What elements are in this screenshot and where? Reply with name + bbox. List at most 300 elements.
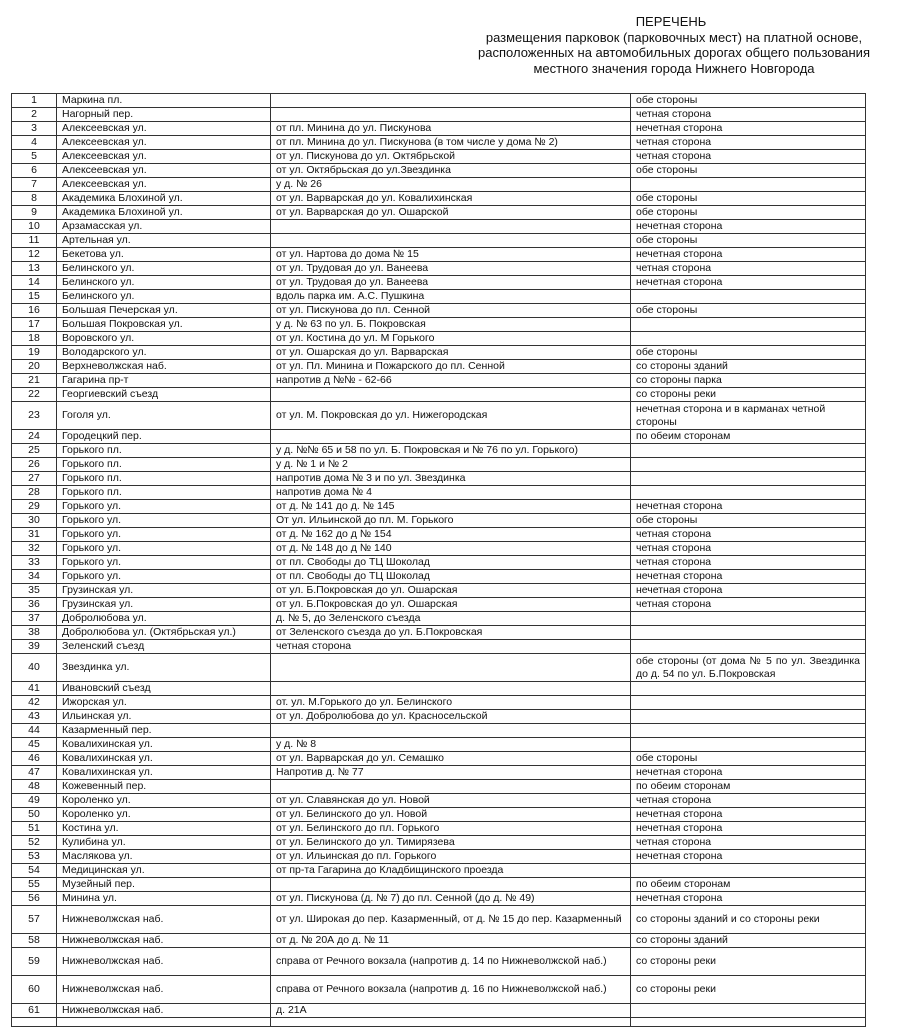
location-range-cell: от ул. Б.Покровская до ул. Ошарская [271, 584, 631, 598]
table-row [12, 780, 866, 794]
street-name-cell: Алексеевская ул. [57, 164, 271, 178]
row-number-cell: 12 [12, 248, 57, 262]
table-row [12, 388, 866, 402]
row-number-cell: 25 [12, 444, 57, 458]
table-row [12, 122, 866, 136]
location-range-cell: от ул. Белинского до пл. Горького [271, 822, 631, 836]
row-number-cell: 32 [12, 542, 57, 556]
row-number-cell: 33 [12, 556, 57, 570]
parking-side-cell: нечетная сторона [631, 122, 866, 136]
table-row [12, 696, 866, 710]
location-range-cell: от ул. Костина до ул. М Горького [271, 332, 631, 346]
document-subtitle-line-2: расположенных на автомобильных дорогах общего пользования [478, 45, 870, 60]
parking-side-cell: обе стороны [631, 206, 866, 220]
street-name-cell: Ковалихинская ул. [57, 738, 271, 752]
location-range-cell [271, 682, 631, 696]
street-name-cell: Ильинская ул. [57, 710, 271, 724]
table-row [12, 486, 866, 500]
parking-side-cell: нечетная сторона [631, 276, 866, 290]
location-range-cell: у д. № 1 и № 2 [271, 458, 631, 472]
parking-side-cell [631, 472, 866, 486]
street-name-cell: Горького пл. [57, 444, 271, 458]
row-number-cell: 7 [12, 178, 57, 192]
parking-side-cell [631, 612, 866, 626]
row-number-cell: 24 [12, 430, 57, 444]
row-number-cell: 29 [12, 500, 57, 514]
parking-list-body [12, 94, 866, 1027]
street-name-cell: Белинского ул. [57, 262, 271, 276]
location-range-cell: от ул. Варварская до ул. Ошарской [271, 206, 631, 220]
street-name-cell: Минина ул. [57, 892, 271, 906]
street-name-cell: Зеленский съезд [57, 640, 271, 654]
street-name-cell: Горького ул. [57, 500, 271, 514]
table-row [12, 150, 866, 164]
parking-side-cell: обе стороны [631, 514, 866, 528]
row-number-cell: 56 [12, 892, 57, 906]
street-name-cell: Горького ул. [57, 528, 271, 542]
street-name-cell: Грузинская ул. [57, 598, 271, 612]
location-range-cell: четная сторона [271, 640, 631, 654]
row-number-cell: 17 [12, 318, 57, 332]
row-number-cell: 19 [12, 346, 57, 360]
table-row [12, 164, 866, 178]
location-range-cell: от пл. Минина до ул. Пискунова [271, 122, 631, 136]
table-row [12, 598, 866, 612]
location-range-cell [271, 430, 631, 444]
street-name-cell: Белинского ул. [57, 276, 271, 290]
location-range-cell: от ул. Добролюбова до ул. Красносельской [271, 710, 631, 724]
location-range-cell: у д. №№ 65 и 58 по ул. Б. Покровская и № 76 по ул. Горького) [271, 444, 631, 458]
table-row [12, 458, 866, 472]
parking-side-cell: со стороны реки [631, 948, 866, 976]
street-name-cell: Костина ул. [57, 822, 271, 836]
table-row [12, 892, 866, 906]
street-name-cell: Добролюбова ул. [57, 612, 271, 626]
row-number-cell: 5 [12, 150, 57, 164]
location-range-cell: от д. № 20А до д. № 11 [271, 934, 631, 948]
row-number-cell: 57 [12, 906, 57, 934]
location-range-cell [271, 388, 631, 402]
table-row [12, 220, 866, 234]
street-name-cell: Кулибина ул. [57, 836, 271, 850]
row-number-cell: 3 [12, 122, 57, 136]
location-range-cell: д. 21А [271, 1004, 631, 1018]
parking-side-cell [631, 486, 866, 500]
street-name-cell: Горького ул. [57, 556, 271, 570]
location-range-cell: от д. № 162 до д № 154 [271, 528, 631, 542]
row-number-cell: 43 [12, 710, 57, 724]
table-row [12, 402, 866, 430]
table-row [12, 542, 866, 556]
table-row [12, 556, 866, 570]
table-row [12, 500, 866, 514]
parking-side-cell: нечетная сторона [631, 766, 866, 780]
street-name-cell: Музейный пер. [57, 878, 271, 892]
location-range-cell: Напротив д. № 77 [271, 766, 631, 780]
location-range-cell: от д. № 141 до д. № 145 [271, 500, 631, 514]
street-name-cell: Кожевенный пер. [57, 780, 271, 794]
table-row [12, 836, 866, 850]
parking-side-cell: нечетная сторона [631, 248, 866, 262]
street-name-cell: Нижневолжская наб. [57, 934, 271, 948]
street-name-cell: Артельная ул. [57, 234, 271, 248]
parking-side-cell: нечетная сторона [631, 570, 866, 584]
row-number-cell: 47 [12, 766, 57, 780]
street-name-cell: Грузинская ул. [57, 584, 271, 598]
parking-side-cell [631, 458, 866, 472]
table-row [12, 528, 866, 542]
row-number-cell: 10 [12, 220, 57, 234]
row-number-cell: 2 [12, 108, 57, 122]
row-number-cell: 53 [12, 850, 57, 864]
street-name-cell: Георгиевский съезд [57, 388, 271, 402]
parking-side-cell: нечетная сторона [631, 850, 866, 864]
street-name-cell: Горького ул. [57, 514, 271, 528]
row-number-cell: 16 [12, 304, 57, 318]
street-name-cell: Воровского ул. [57, 332, 271, 346]
table-row [12, 850, 866, 864]
location-range-cell: от ул. Варварская до ул. Семашко [271, 752, 631, 766]
table-row [12, 304, 866, 318]
parking-side-cell: обе стороны [631, 234, 866, 248]
parking-side-cell: четная сторона [631, 542, 866, 556]
location-range-cell: от пл. Свободы до ТЦ Шоколад [271, 570, 631, 584]
row-number-cell: 26 [12, 458, 57, 472]
row-number-cell: 27 [12, 472, 57, 486]
parking-side-cell: со стороны зданий [631, 934, 866, 948]
table-row [12, 94, 866, 108]
street-name-cell: Горького пл. [57, 472, 271, 486]
location-range-cell [271, 108, 631, 122]
row-number-cell: 28 [12, 486, 57, 500]
table-row [12, 444, 866, 458]
parking-side-cell: нечетная сторона [631, 584, 866, 598]
location-range-cell: напротив д №№ - 62-66 [271, 374, 631, 388]
location-range-cell: от пр-та Гагарина до Кладбищинского проезда [271, 864, 631, 878]
row-number-cell: 59 [12, 948, 57, 976]
street-name-cell: Верхневолжская наб. [57, 360, 271, 374]
street-name-cell: Нижневолжская наб. [57, 976, 271, 1004]
parking-side-cell [631, 864, 866, 878]
street-name-cell: Гагарина пр-т [57, 374, 271, 388]
row-number-cell: 39 [12, 640, 57, 654]
table-row [12, 570, 866, 584]
table-row [12, 290, 866, 304]
location-range-cell: от ул. Трудовая до ул. Ванеева [271, 262, 631, 276]
row-number-cell: 6 [12, 164, 57, 178]
location-range-cell: от пл. Минина до ул. Пискунова (в том числе у дома № 2) [271, 136, 631, 150]
street-name-cell: Бекетова ул. [57, 248, 271, 262]
row-number-cell: 20 [12, 360, 57, 374]
street-name-cell: Большая Покровская ул. [57, 318, 271, 332]
row-number-cell: 54 [12, 864, 57, 878]
parking-side-cell: четная сторона [631, 136, 866, 150]
parking-side-cell: нечетная сторона и в карманах четной стороны [631, 402, 866, 430]
parking-side-cell: четная сторона [631, 556, 866, 570]
parking-list-table [11, 93, 866, 1027]
location-range-cell: От ул. Ильинской до пл. М. Горького [271, 514, 631, 528]
table-row [12, 430, 866, 444]
document-title: ПЕРЕЧЕНЬ [635, 14, 707, 29]
row-number-cell: 49 [12, 794, 57, 808]
table-row [12, 1004, 866, 1018]
table-row [12, 374, 866, 388]
location-range-cell: от ул. Трудовая до ул. Ванеева [271, 276, 631, 290]
row-number-cell: 8 [12, 192, 57, 206]
parking-side-cell: обе стороны [631, 304, 866, 318]
street-name-cell: Большая Печерская ул. [57, 304, 271, 318]
row-number-cell: 44 [12, 724, 57, 738]
location-range-cell: от ул. Пискунова (д. № 7) до пл. Сенной (до д. № 49) [271, 892, 631, 906]
street-name-cell: Короленко ул. [57, 808, 271, 822]
parking-side-cell: нечетная сторона [631, 892, 866, 906]
street-name-cell: Короленко ул. [57, 794, 271, 808]
row-number-cell: 15 [12, 290, 57, 304]
row-number-cell: 35 [12, 584, 57, 598]
parking-side-cell [631, 290, 866, 304]
parking-side-cell: обе стороны [631, 192, 866, 206]
location-range-cell [271, 878, 631, 892]
table-row [12, 612, 866, 626]
parking-side-cell: по обеим сторонам [631, 780, 866, 794]
table-row [12, 206, 866, 220]
row-number-cell: 4 [12, 136, 57, 150]
row-number-cell: 42 [12, 696, 57, 710]
row-number-cell: 48 [12, 780, 57, 794]
parking-side-cell: четная сторона [631, 528, 866, 542]
street-name-cell: Горького ул. [57, 542, 271, 556]
location-range-cell: от ул. Славянская до ул. Новой [271, 794, 631, 808]
location-range-cell: от. ул. М.Горького до ул. Белинского [271, 696, 631, 710]
street-name-cell: Алексеевская ул. [57, 178, 271, 192]
table-row [12, 136, 866, 150]
parking-side-cell [631, 710, 866, 724]
document-header [440, 14, 908, 76]
location-range-cell: от пл. Свободы до ТЦ Шоколад [271, 556, 631, 570]
row-number-cell: 9 [12, 206, 57, 220]
row-number-cell: 22 [12, 388, 57, 402]
table-row [12, 948, 866, 976]
table-row [12, 262, 866, 276]
table-row [12, 276, 866, 290]
parking-side-cell: нечетная сторона [631, 808, 866, 822]
cutoff-cell [12, 1018, 57, 1027]
street-name-cell: Горького пл. [57, 486, 271, 500]
location-range-cell: справа от Речного вокзала (напротив д. 16 по Нижневолжской наб.) [271, 976, 631, 1004]
location-range-cell: от ул. Широкая до пер. Казарменный, от д. № 15 до пер. Казарменный [271, 906, 631, 934]
location-range-cell: от ул. М. Покровская до ул. Нижегородская [271, 402, 631, 430]
parking-side-cell: обе стороны [631, 94, 866, 108]
table-row [12, 794, 866, 808]
location-range-cell: от д. № 148 до д № 140 [271, 542, 631, 556]
parking-side-cell [631, 640, 866, 654]
table-row [12, 584, 866, 598]
row-number-cell: 21 [12, 374, 57, 388]
cutoff-cell [57, 1018, 271, 1027]
location-range-cell: напротив дома № 4 [271, 486, 631, 500]
parking-side-cell: обе стороны [631, 752, 866, 766]
street-name-cell: Нижневолжская наб. [57, 948, 271, 976]
parking-side-cell: четная сторона [631, 794, 866, 808]
parking-side-cell [631, 1004, 866, 1018]
row-number-cell: 40 [12, 654, 57, 682]
location-range-cell [271, 780, 631, 794]
street-name-cell: Володарского ул. [57, 346, 271, 360]
parking-side-cell: обе стороны [631, 164, 866, 178]
row-number-cell: 55 [12, 878, 57, 892]
location-range-cell: от ул. Ошарская до ул. Варварская [271, 346, 631, 360]
row-number-cell: 51 [12, 822, 57, 836]
table-row [12, 766, 866, 780]
row-number-cell: 34 [12, 570, 57, 584]
cutoff-cell [631, 1018, 866, 1027]
parking-side-cell: четная сторона [631, 108, 866, 122]
parking-side-cell: по обеим сторонам [631, 878, 866, 892]
row-number-cell: 31 [12, 528, 57, 542]
row-number-cell: 61 [12, 1004, 57, 1018]
street-name-cell: Городецкий пер. [57, 430, 271, 444]
table-row [12, 822, 866, 836]
table-row [12, 360, 866, 374]
street-name-cell: Белинского ул. [57, 290, 271, 304]
table-row [12, 178, 866, 192]
table-row [12, 878, 866, 892]
table-row [12, 472, 866, 486]
street-name-cell: Алексеевская ул. [57, 150, 271, 164]
row-number-cell: 58 [12, 934, 57, 948]
row-number-cell: 14 [12, 276, 57, 290]
parking-side-cell [631, 626, 866, 640]
row-number-cell: 30 [12, 514, 57, 528]
table-row [12, 976, 866, 1004]
street-name-cell: Академика Блохиной ул. [57, 206, 271, 220]
location-range-cell: у д. № 8 [271, 738, 631, 752]
parking-side-cell [631, 696, 866, 710]
street-name-cell: Маслякова ул. [57, 850, 271, 864]
street-name-cell: Нижневолжская наб. [57, 906, 271, 934]
street-name-cell: Ковалихинская ул. [57, 766, 271, 780]
street-name-cell: Медицинская ул. [57, 864, 271, 878]
street-name-cell: Добролюбова ул. (Октябрьская ул.) [57, 626, 271, 640]
location-range-cell: от ул. Октябрьская до ул.Звездинка [271, 164, 631, 178]
location-range-cell: д. № 5, до Зеленского съезда [271, 612, 631, 626]
street-name-cell: Горького ул. [57, 570, 271, 584]
table-row [12, 248, 866, 262]
row-number-cell: 11 [12, 234, 57, 248]
table-row [12, 626, 866, 640]
location-range-cell [271, 94, 631, 108]
table-row [12, 752, 866, 766]
document-subtitle-line-3: местного значения города Нижнего Новгорода [533, 60, 815, 76]
location-range-cell: у д. № 63 по ул. Б. Покровская [271, 318, 631, 332]
street-name-cell: Алексеевская ул. [57, 122, 271, 136]
row-number-cell: 41 [12, 682, 57, 696]
street-name-cell: Алексеевская ул. [57, 136, 271, 150]
street-name-cell: Нагорный пер. [57, 108, 271, 122]
row-number-cell: 60 [12, 976, 57, 1004]
row-number-cell: 52 [12, 836, 57, 850]
table-row [12, 864, 866, 878]
row-number-cell: 36 [12, 598, 57, 612]
street-name-cell: Нижневолжская наб. [57, 1004, 271, 1018]
location-range-cell: от ул. Пискунова до ул. Октябрьской [271, 150, 631, 164]
parking-side-cell: со стороны зданий [631, 360, 866, 374]
row-number-cell: 37 [12, 612, 57, 626]
street-name-cell: Академика Блохиной ул. [57, 192, 271, 206]
table-row [12, 682, 866, 696]
location-range-cell: от ул. Пискунова до пл. Сенной [271, 304, 631, 318]
parking-side-cell: четная сторона [631, 150, 866, 164]
row-number-cell: 45 [12, 738, 57, 752]
row-number-cell: 1 [12, 94, 57, 108]
table-row [12, 346, 866, 360]
location-range-cell [271, 654, 631, 682]
table-row [12, 108, 866, 122]
parking-side-cell: четная сторона [631, 262, 866, 276]
parking-side-cell [631, 318, 866, 332]
parking-side-cell: со стороны реки [631, 388, 866, 402]
location-range-cell: от ул. Белинского до ул. Тимирязева [271, 836, 631, 850]
table-row [12, 332, 866, 346]
table-row [12, 192, 866, 206]
street-name-cell: Ивановский съезд [57, 682, 271, 696]
parking-side-cell: четная сторона [631, 836, 866, 850]
table-row [12, 514, 866, 528]
document-subtitle-line-1: размещения парковок (парковочных мест) на платной основе, [485, 29, 863, 45]
parking-side-cell [631, 178, 866, 192]
parking-side-cell: нечетная сторона [631, 500, 866, 514]
location-range-cell: справа от Речного вокзала (напротив д. 14 по Нижневолжской наб.) [271, 948, 631, 976]
row-number-cell: 38 [12, 626, 57, 640]
table-row [12, 234, 866, 248]
location-range-cell: от Зеленского съезда до ул. Б.Покровская [271, 626, 631, 640]
table-row [12, 724, 866, 738]
location-range-cell: от ул. Пл. Минина и Пожарского до пл. Сенной [271, 360, 631, 374]
table-row [12, 710, 866, 724]
street-name-cell: Горького пл. [57, 458, 271, 472]
row-number-cell: 13 [12, 262, 57, 276]
parking-side-cell [631, 444, 866, 458]
table-row-cutoff [12, 1018, 866, 1027]
table-row [12, 654, 866, 682]
table-row [12, 934, 866, 948]
location-range-cell: от ул. Белинского до ул. Новой [271, 808, 631, 822]
row-number-cell: 50 [12, 808, 57, 822]
parking-side-cell [631, 738, 866, 752]
location-range-cell: напротив дома № 3 и по ул. Звездинка [271, 472, 631, 486]
street-name-cell: Маркина пл. [57, 94, 271, 108]
street-name-cell: Гоголя ул. [57, 402, 271, 430]
parking-side-cell [631, 724, 866, 738]
location-range-cell [271, 724, 631, 738]
parking-side-cell: обе стороны [631, 346, 866, 360]
street-name-cell: Казарменный пер. [57, 724, 271, 738]
table-row [12, 738, 866, 752]
table-row [12, 640, 866, 654]
location-range-cell: от ул. Ильинская до пл. Горького [271, 850, 631, 864]
parking-side-cell: четная сторона [631, 598, 866, 612]
table-row [12, 318, 866, 332]
table-row [12, 808, 866, 822]
row-number-cell: 23 [12, 402, 57, 430]
parking-side-cell [631, 682, 866, 696]
parking-side-cell: обе стороны (от дома № 5 по ул. Звездинка до д. 54 по ул. Б.Покровская [631, 654, 866, 682]
street-name-cell: Ижорская ул. [57, 696, 271, 710]
location-range-cell: от ул. Варварская до ул. Ковалихинская [271, 192, 631, 206]
parking-side-cell: со стороны зданий и со стороны реки [631, 906, 866, 934]
parking-side-cell [631, 332, 866, 346]
street-name-cell: Звездинка ул. [57, 654, 271, 682]
